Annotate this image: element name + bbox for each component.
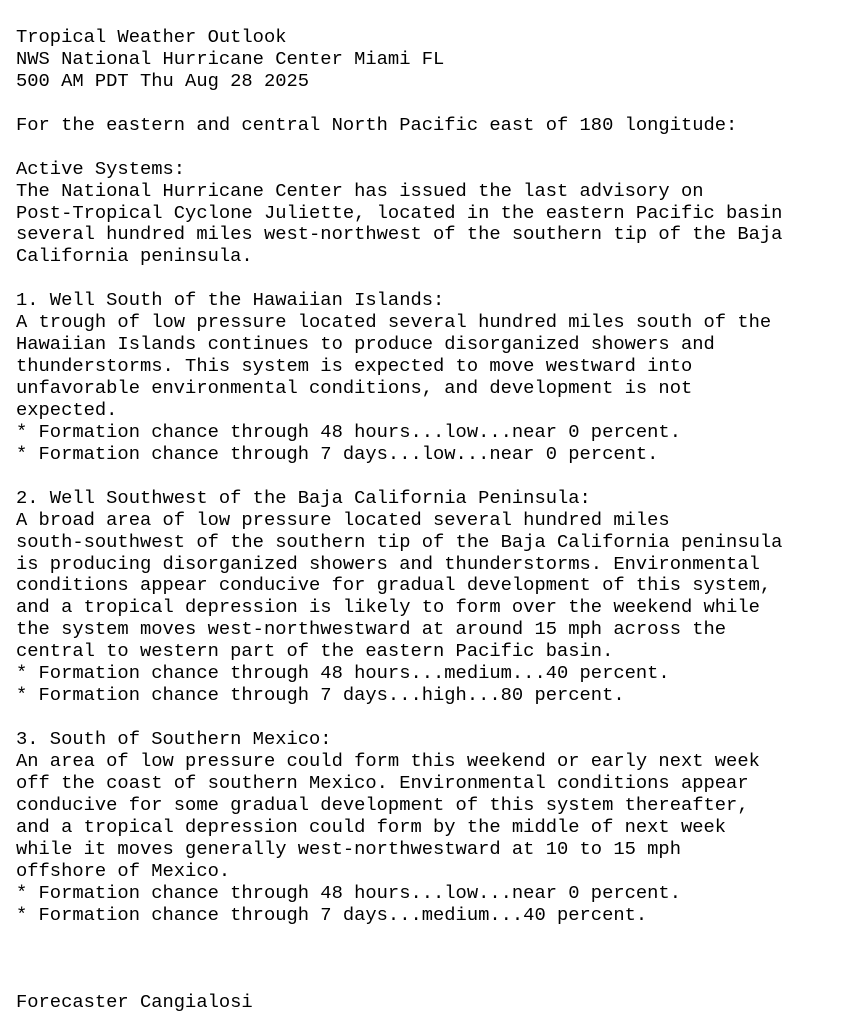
area-3-section	[16, 729, 782, 926]
blank-lines	[16, 926, 782, 992]
active-systems-text-line: California peninsula.	[16, 245, 253, 268]
blank-line	[16, 268, 782, 290]
area-1-text-line: expected.	[16, 398, 118, 421]
blank-line	[16, 93, 782, 115]
area-1-heading: 1. Well South of the Hawaiian Islands:	[16, 289, 445, 312]
area-3-text-line: and a tropical depression could form by the middle of next week	[16, 815, 727, 838]
scope-statement: For the eastern and central North Pacific east of 180 longitude:	[16, 113, 738, 136]
active-systems-text-line: The National Hurricane Center has issued the last advisory on	[16, 179, 704, 202]
active-systems-text-line: several hundred miles west-northwest of the southern tip of the Baja	[16, 223, 783, 246]
area-1-text-line: unfavorable environmental conditions, and development is not	[16, 377, 693, 399]
area-2-chance-7d: * Formation chance through 7 days...high...80 percent.	[16, 684, 625, 707]
area-1-chance-7d: * Formation chance through 7 days...low...near 0 percent.	[16, 442, 659, 465]
forecaster-signature: Forecaster Cangialosi	[16, 991, 253, 1014]
active-systems-text-line: Post-Tropical Cyclone Juliette, located in the eastern Pacific basin	[16, 201, 783, 224]
area-2-chance-48h: * Formation chance through 48 hours...medium...40 percent.	[16, 662, 670, 685]
blank-line	[16, 707, 782, 729]
area-2-text-line: is producing disorganized showers and thunderstorms. Environmental	[16, 552, 760, 575]
area-3-text-line: offshore of Mexico.	[16, 859, 231, 882]
area-3-text-line: while it moves generally west-northwestward at 10 to 15 mph	[16, 837, 681, 860]
area-1-chance-48h: * Formation chance through 48 hours...low...near 0 percent.	[16, 420, 681, 443]
area-3-text-line: off the coast of southern Mexico. Environmental conditions appear	[16, 771, 749, 794]
area-2-text-line: the system moves west-northwestward at around 15 mph across the	[16, 618, 727, 641]
area-1-section	[16, 290, 782, 466]
area-3-chance-48h: * Formation chance through 48 hours...low...near 0 percent.	[16, 881, 681, 904]
area-2-text-line: south-southwest of the southern tip of the Baja California peninsula	[16, 530, 783, 553]
area-2-text-line: conditions appear conducive for gradual development of this system,	[16, 574, 772, 597]
area-2-text-line: central to western part of the eastern Pacific basin.	[16, 640, 614, 663]
active-systems-heading: Active Systems:	[16, 157, 186, 180]
area-3-text-line: An area of low pressure could form this weekend or early next week	[16, 749, 760, 772]
outlook-title: Tropical Weather Outlook	[16, 26, 287, 48]
area-1-text-line: thunderstorms. This system is expected to move westward into	[16, 355, 693, 378]
issuing-office: NWS National Hurricane Center Miami FL	[16, 47, 445, 70]
area-2-heading: 2. Well Southwest of the Baja California Peninsula:	[16, 486, 591, 509]
area-3-heading: 3. South of Southern Mexico:	[16, 728, 332, 750]
issue-time: 500 AM PDT Thu Aug 28 2025	[16, 69, 310, 92]
area-1-text-line: Hawaiian Islands continues to produce disorganized showers and	[16, 333, 715, 356]
active-systems-section	[16, 159, 782, 269]
outlook-document	[16, 27, 782, 1014]
area-1-text-line: A trough of low pressure located several hundred miles south of the	[16, 311, 772, 334]
area-2-text-line: and a tropical depression is likely to form over the weekend while	[16, 596, 760, 619]
area-3-chance-7d: * Formation chance through 7 days...medium...40 percent.	[16, 903, 648, 926]
area-3-text-line: conducive for some gradual development of this system thereafter,	[16, 793, 749, 816]
blank-line	[16, 137, 782, 159]
blank-line	[16, 466, 782, 488]
area-2-section	[16, 488, 782, 707]
area-2-text-line: A broad area of low pressure located several hundred miles	[16, 508, 670, 531]
